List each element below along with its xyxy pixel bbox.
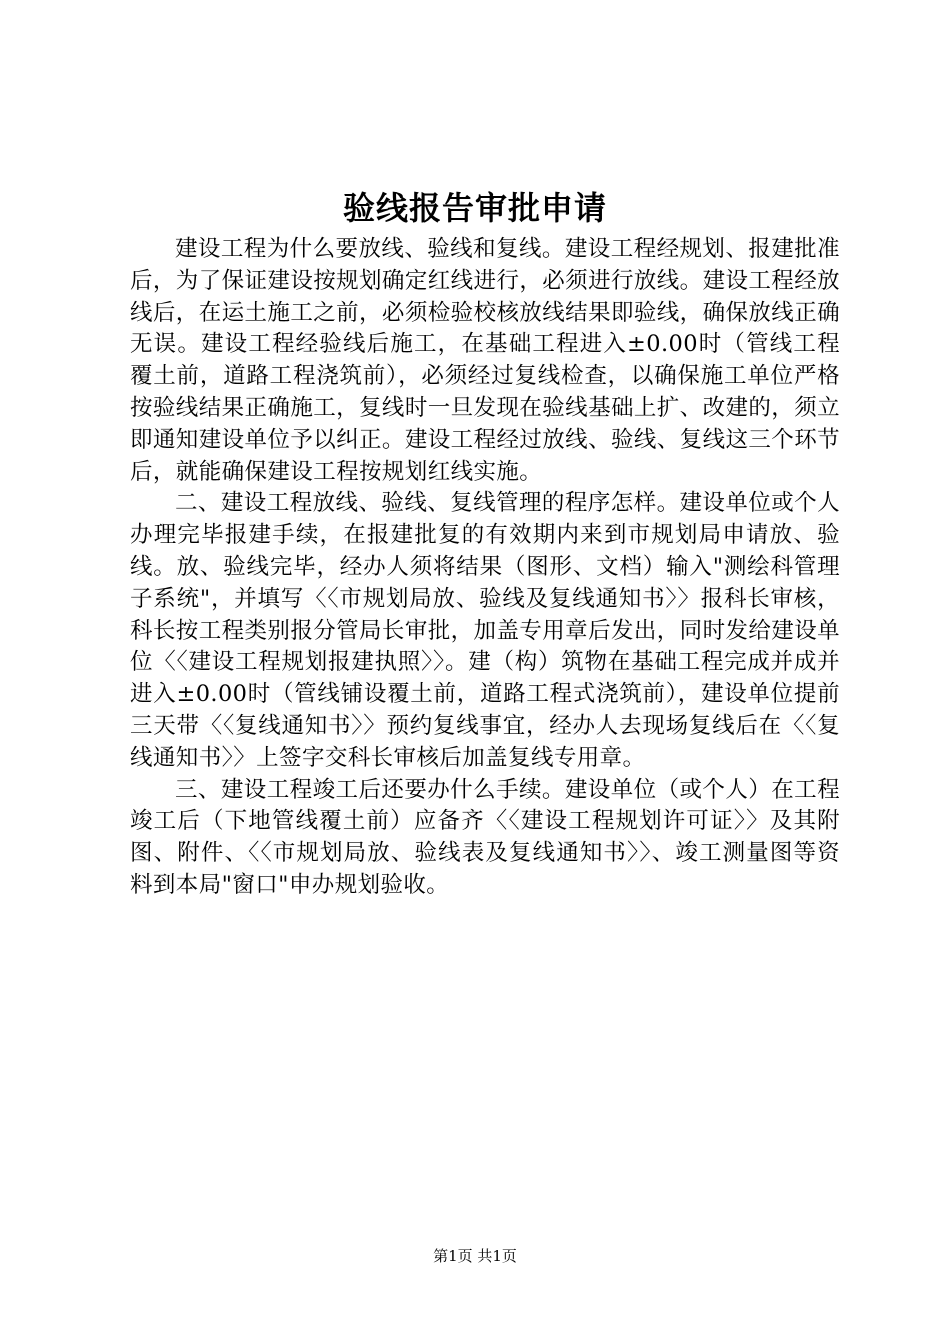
paragraph-3: 三、建设工程竣工后还要办什么手续。建设单位（或个人）在工程竣工后（下地管线覆土前）应备齐〈〈建设工程规划许可证〉〉及其附图、附件、〈〈市规划局放、验线表及复线通知书〉〉、竣工测量图等资料到本局"窗口"申办规划验收。 <box>130 776 840 898</box>
paragraph-1: 建设工程为什么要放线、验线和复线。建设工程经规划、报建批准后，为了保证建设按规划确定红线进行，必须进行放线。建设工程经放线后，在运土施工之前，必须检验校核放线结果即验线，确保放线正确无误。建设工程经验线后施工，在基础工程进入±0.00时（管线工程覆土前，道路工程浇筑前），必须经过复线检查，以确保施工单位严格按验线结果正确施工，复线时一旦发现在验线基础上扩、改建的，须立即通知建设单位予以纠正。建设工程经过放线、验线、复线这三个环节后，就能确保建设工程按规划红线实施。 <box>130 236 840 485</box>
page-number-footer: 第1页 共1页 <box>433 1247 517 1265</box>
document-title: 验线报告审批申请 <box>342 189 607 227</box>
paragraph-2: 二、建设工程放线、验线、复线管理的程序怎样。建设单位或个人办理完毕报建手续，在报建批复的有效期内来到市规划局申请放、验线。放、验线完毕，经办人须将结果（图形、文档）输入"测绘科管理子系统"，并填写〈〈市规划局放、验线及复线通知书〉〉报科长审核，科长按工程类别报分管局长审批，加盖专用章后发出，同时发给建设单位〈〈建设工程规划报建执照〉〉。建（构）筑物在基础工程完成并成并进入±0.00时（管线铺设覆土前，道路工程式浇筑前），建设单位提前三天带〈〈复线通知书〉〉预约复线事宜，经办人去现场复线后在〈〈复线通知书〉〉上签字交科长审核后加盖复线专用章。 <box>130 490 840 771</box>
document-body <box>130 234 840 902</box>
